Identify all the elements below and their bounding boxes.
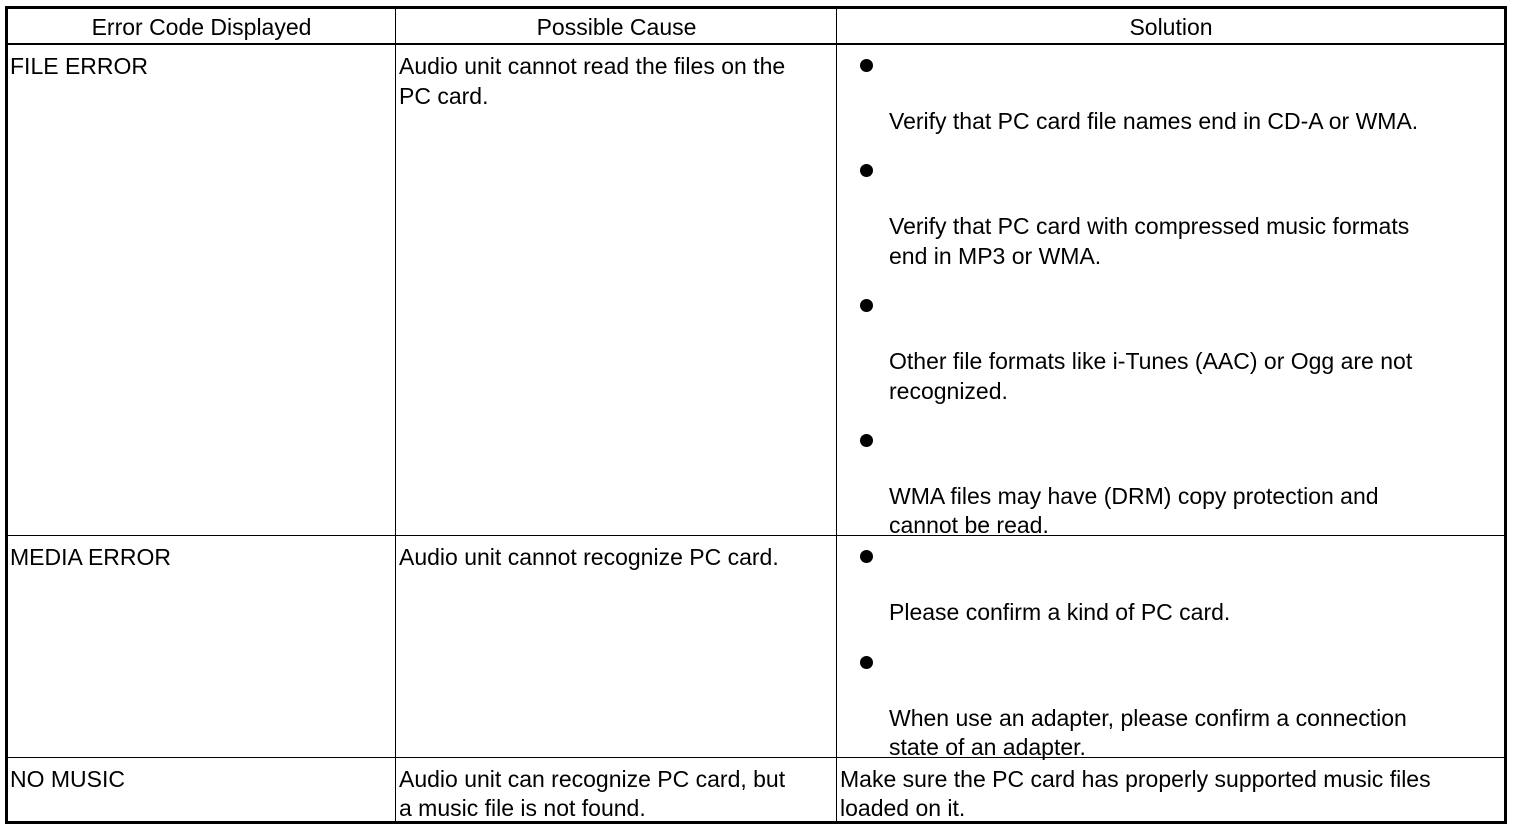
cause-line: Audio unit cannot recognize PC card. [399, 544, 779, 570]
solution-line: loaded on it. [840, 795, 966, 821]
bullet-icon [860, 59, 873, 72]
bullet-icon [860, 656, 873, 669]
error-code-cell: NO MUSIC [10, 766, 125, 792]
cause-line: a music file is not found. [399, 795, 646, 821]
bullet-icon [860, 550, 873, 563]
solution-line: Verify that PC card with compressed music formats [889, 213, 1410, 239]
column-divider [836, 9, 837, 821]
solution-line: state of an adapter. [889, 734, 1086, 760]
solution-line: Verify that PC card file names end in CD-A or WMA. [889, 108, 1419, 134]
cause-line: PC card. [399, 83, 489, 109]
cause-line: Audio unit can recognize PC card, but [399, 766, 786, 792]
solution-line: WMA files may have (DRM) copy protection and [889, 483, 1379, 509]
error-code-cell: FILE ERROR [10, 53, 149, 79]
solution-line: Please confirm a kind of PC card. [889, 599, 1231, 625]
solution-line: recognized. [889, 378, 1008, 404]
solution-line: Other file formats like i-Tunes (AAC) or Ogg are not [889, 348, 1413, 374]
solution-line: end in MP3 or WMA. [889, 243, 1102, 269]
row-divider [8, 757, 1504, 758]
header-possible-cause: Possible Cause [536, 14, 697, 40]
solution-line: cannot be read. [889, 512, 1049, 538]
error-code-cell: MEDIA ERROR [10, 544, 172, 570]
bullet-icon [860, 434, 873, 447]
solution-line: When use an adapter, please confirm a connection [889, 705, 1407, 731]
solution-line: Make sure the PC card has properly supported music files [840, 766, 1431, 792]
header-solution: Solution [1129, 14, 1213, 40]
error-code-table [5, 6, 1507, 824]
header-error-code: Error Code Displayed [91, 14, 312, 40]
bullet-icon [860, 299, 873, 312]
row-divider [8, 535, 1504, 536]
bullet-icon [860, 164, 873, 177]
column-divider [395, 9, 396, 821]
cause-line: Audio unit cannot read the files on the [399, 53, 786, 79]
